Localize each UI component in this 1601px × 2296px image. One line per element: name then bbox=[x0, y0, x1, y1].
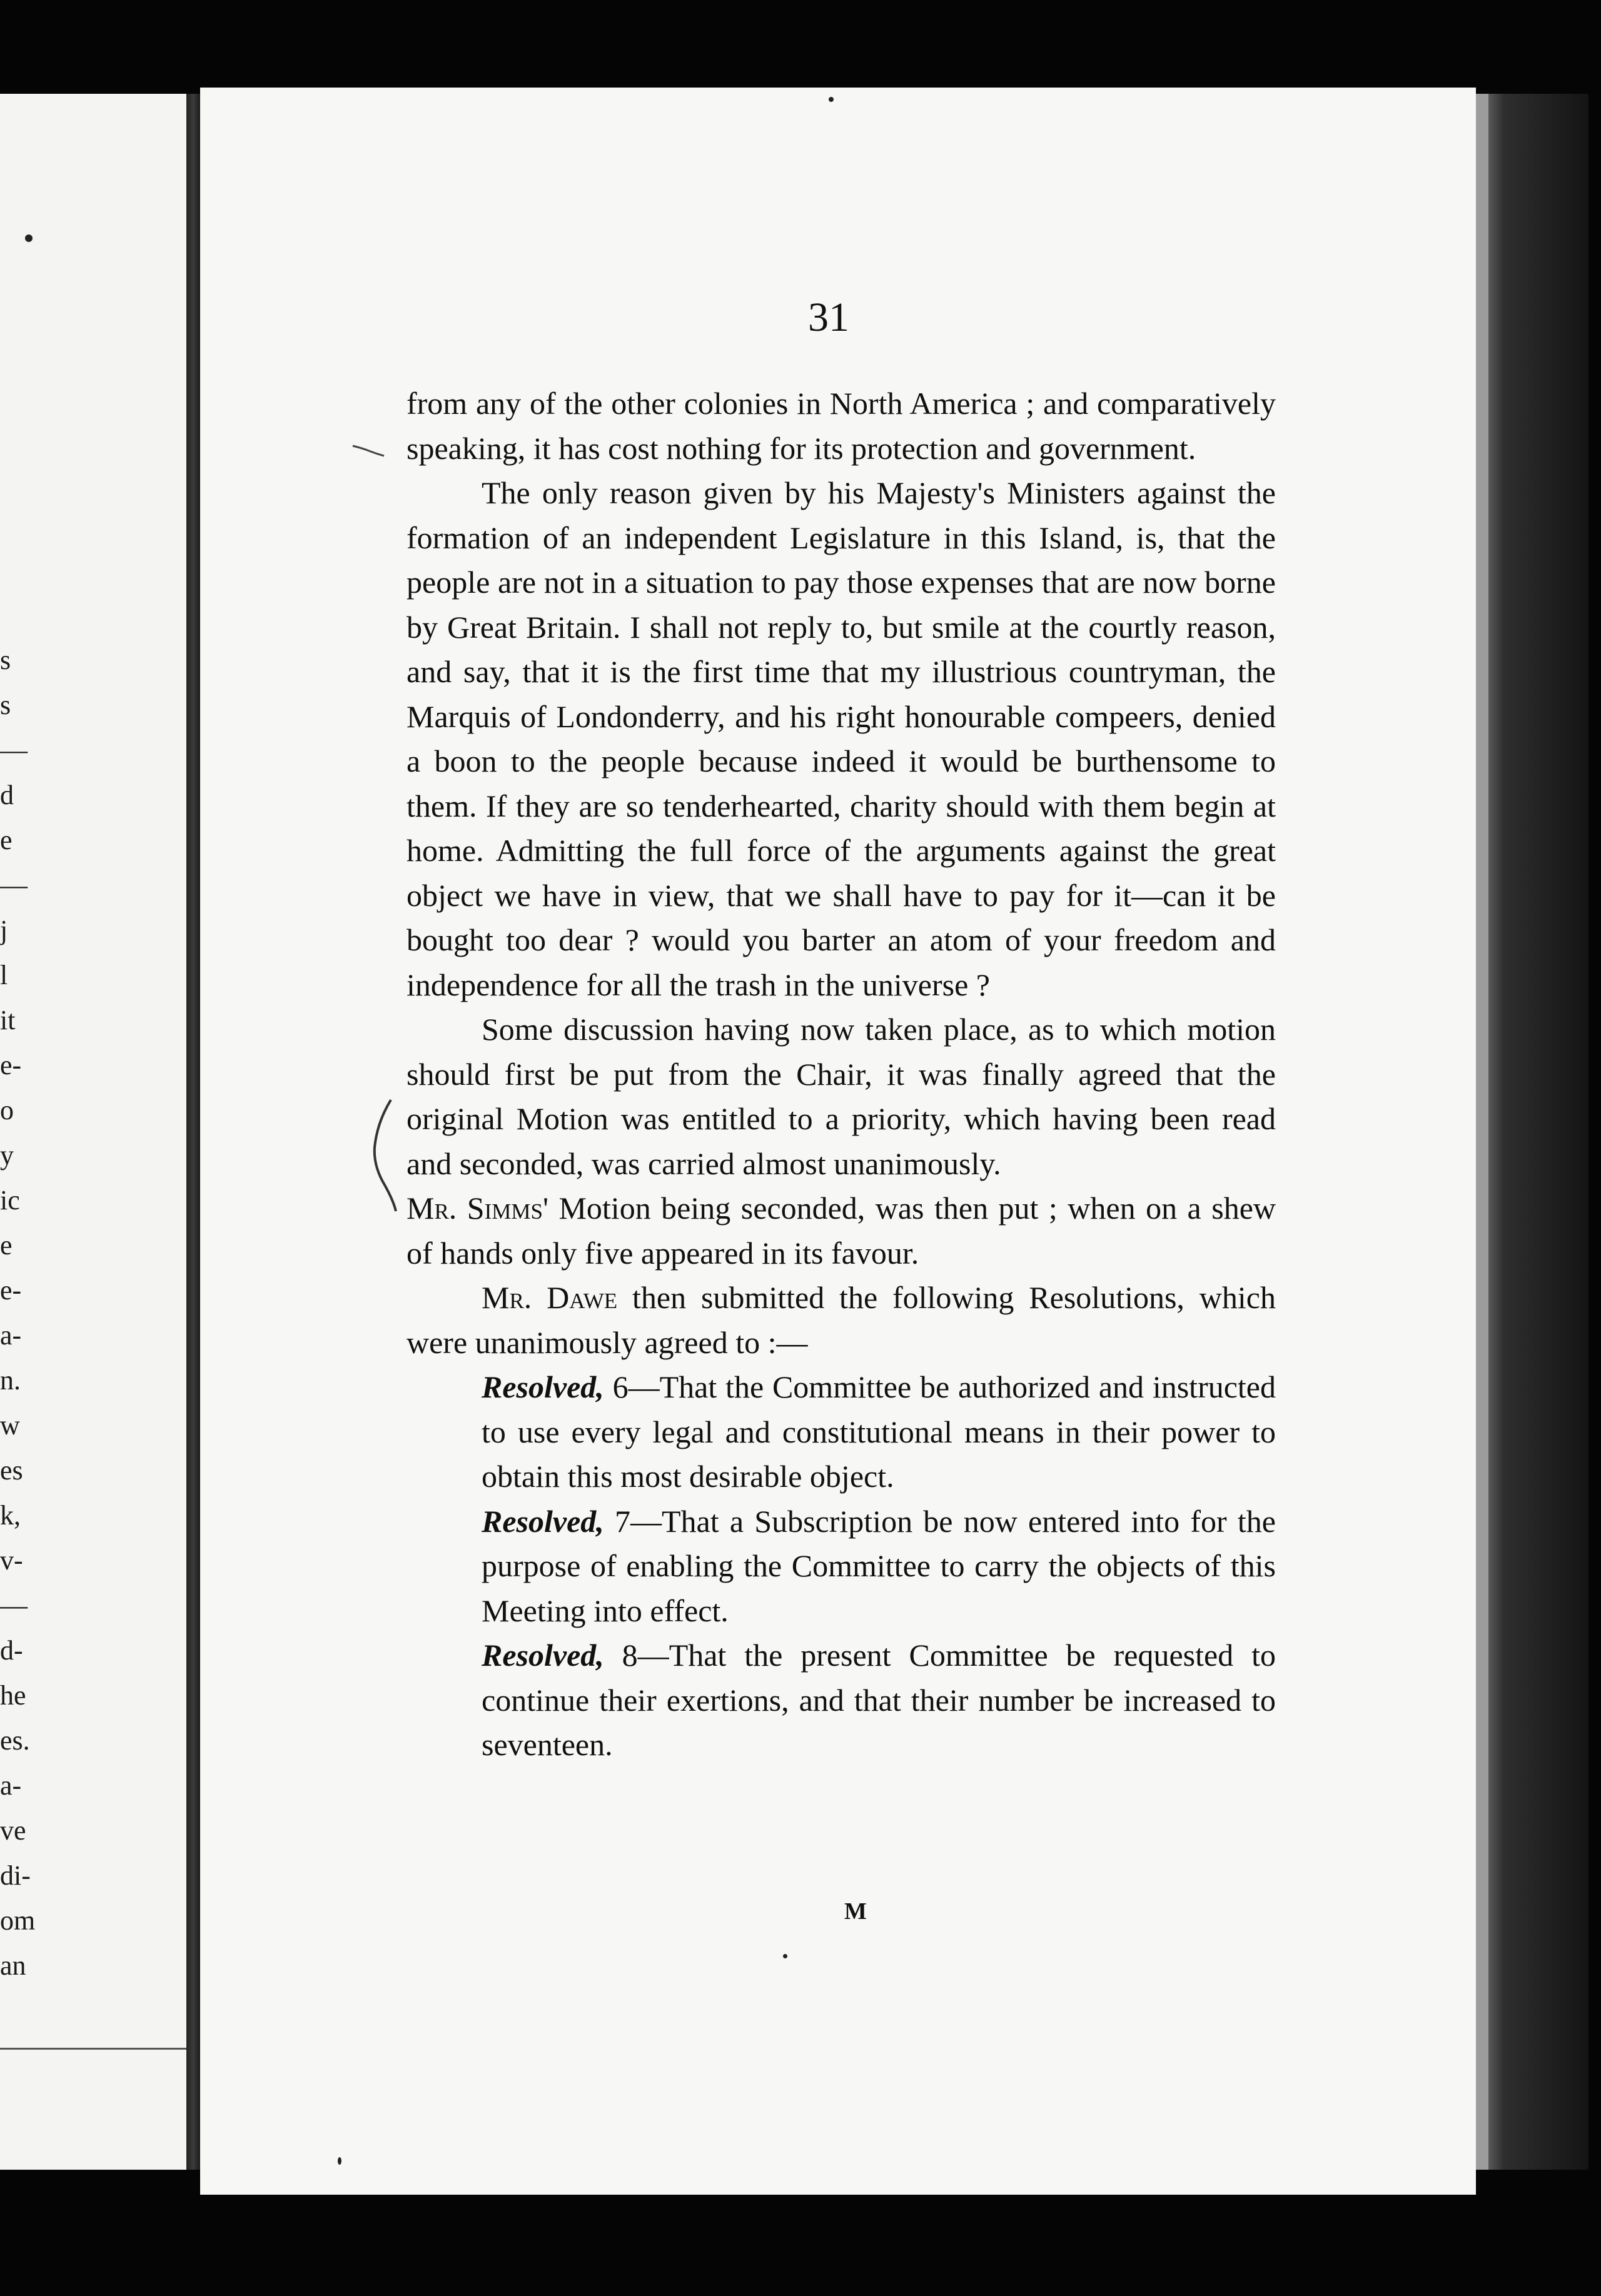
line-fragment: s bbox=[0, 645, 11, 675]
resolution-text: That the present Committee be requested to continue their exertions, and that their number be increased to seventeen. bbox=[482, 1638, 1276, 1762]
line-fragment: j bbox=[0, 915, 8, 945]
resolution-label: Resolved, bbox=[482, 1503, 604, 1539]
resolution bbox=[407, 1633, 1276, 1768]
pencil-tick-mark bbox=[350, 441, 388, 460]
resolution-number: 8— bbox=[604, 1638, 669, 1673]
resolution-text: That a Subscription be now entered into for the purpose of enabling the Committee to carry the objects of this Meeting into effect. bbox=[482, 1503, 1276, 1628]
speck bbox=[829, 97, 834, 102]
speck bbox=[783, 1954, 787, 1958]
paragraph bbox=[407, 1186, 1276, 1276]
line-fragment: om bbox=[0, 1905, 36, 1936]
resolution-text: That the Committee be authorized and instructed to use every legal and constitutional means in their power to obtain this most desirable object. bbox=[482, 1369, 1276, 1494]
line-fragment: v- bbox=[0, 1545, 23, 1576]
paragraph bbox=[407, 1276, 1276, 1365]
line-fragment: d- bbox=[0, 1635, 23, 1666]
line-fragment: s bbox=[0, 690, 11, 720]
line-fragment: it bbox=[0, 1005, 16, 1035]
line-fragment: — bbox=[0, 735, 28, 765]
line-fragment: — bbox=[0, 870, 28, 900]
paragraph: Some discussion having now taken place, as to which motion should first be put from the Chair, it was finally agreed that the original Motion was entitled to a priority, which having been read and seconded, was carried almost unanimously. bbox=[407, 1012, 1276, 1181]
line-fragment: ve bbox=[0, 1815, 26, 1846]
line-fragment: es bbox=[0, 1455, 23, 1486]
line-fragment: ic bbox=[0, 1185, 20, 1216]
speaker-name: Mr. Dawe bbox=[482, 1280, 618, 1315]
pencil-bracket-mark bbox=[366, 1097, 410, 1213]
resolution-number: 6— bbox=[604, 1369, 660, 1404]
page-number: 31 bbox=[808, 295, 849, 340]
book-gutter bbox=[186, 94, 200, 2170]
line-fragment: es. bbox=[0, 1725, 30, 1756]
line-fragment: e bbox=[0, 825, 13, 855]
signature-mark: M bbox=[844, 1898, 867, 1925]
resolution-label: Resolved, bbox=[482, 1638, 604, 1673]
line-fragment: w bbox=[0, 1410, 20, 1441]
line-fragment: an bbox=[0, 1950, 26, 1981]
page-body bbox=[407, 381, 1276, 1768]
paragraph: The only reason given by his Majesty's Ministers against the formation of an independent Legislature in this Island, is, that the people are not in a situation to pay those expenses that are now borne by Great Britain. I shall not reply to, but smile at the courtly reason, and say, that it is the first time that my illustrious countryman, the Marquis of Londonderry, and his right honourable compeers, denied a boon to the people because indeed it would be burthensome to them. If they are so tenderhearted, charity should with them begin at home. Admitting the full force of the arguments against the great object we have in view, that we shall have to pay for it—can it be bought too dear ? would you barter an atom of your freedom and independence for all the trash in the universe ? bbox=[407, 475, 1276, 1002]
resolution bbox=[407, 1365, 1276, 1499]
line-fragment: e- bbox=[0, 1275, 22, 1306]
speck bbox=[338, 2157, 341, 2165]
speck bbox=[25, 234, 33, 242]
previous-page-text-fragments bbox=[0, 638, 38, 1988]
resolution bbox=[407, 1499, 1276, 1634]
line-fragment: k, bbox=[0, 1500, 21, 1531]
line-fragment: d bbox=[0, 780, 14, 810]
paragraph-text: Motion being seconded, was then put ; when on a shew of hands only five appeared in its favour. bbox=[407, 1191, 1276, 1271]
speaker-name: Mr. Simms' bbox=[407, 1191, 548, 1226]
page-edge-shadow bbox=[1476, 94, 1588, 2170]
line-fragment: y bbox=[0, 1140, 14, 1171]
line-fragment: l bbox=[0, 960, 8, 990]
resolution-number: 7— bbox=[604, 1503, 662, 1539]
line-fragment: e- bbox=[0, 1050, 22, 1080]
previous-page-rule bbox=[0, 2048, 188, 2050]
line-fragment: di- bbox=[0, 1860, 31, 1891]
line-fragment: a- bbox=[0, 1770, 22, 1801]
page-edge-highlight bbox=[1476, 94, 1488, 2170]
paragraph: from any of the other colonies in North America ; and comparatively speaking, it has cost nothing for its protection and government. bbox=[407, 386, 1276, 466]
line-fragment: o bbox=[0, 1095, 14, 1125]
resolution-label: Resolved, bbox=[482, 1369, 604, 1404]
line-fragment: a- bbox=[0, 1320, 22, 1351]
line-fragment: n. bbox=[0, 1365, 21, 1396]
line-fragment: — bbox=[0, 1590, 28, 1621]
previous-page-edge bbox=[0, 94, 188, 2170]
line-fragment: he bbox=[0, 1680, 26, 1711]
paragraph-text: then submitted the following Resolutions, which were unanimously agreed to :— bbox=[407, 1280, 1276, 1360]
line-fragment: e bbox=[0, 1230, 13, 1261]
